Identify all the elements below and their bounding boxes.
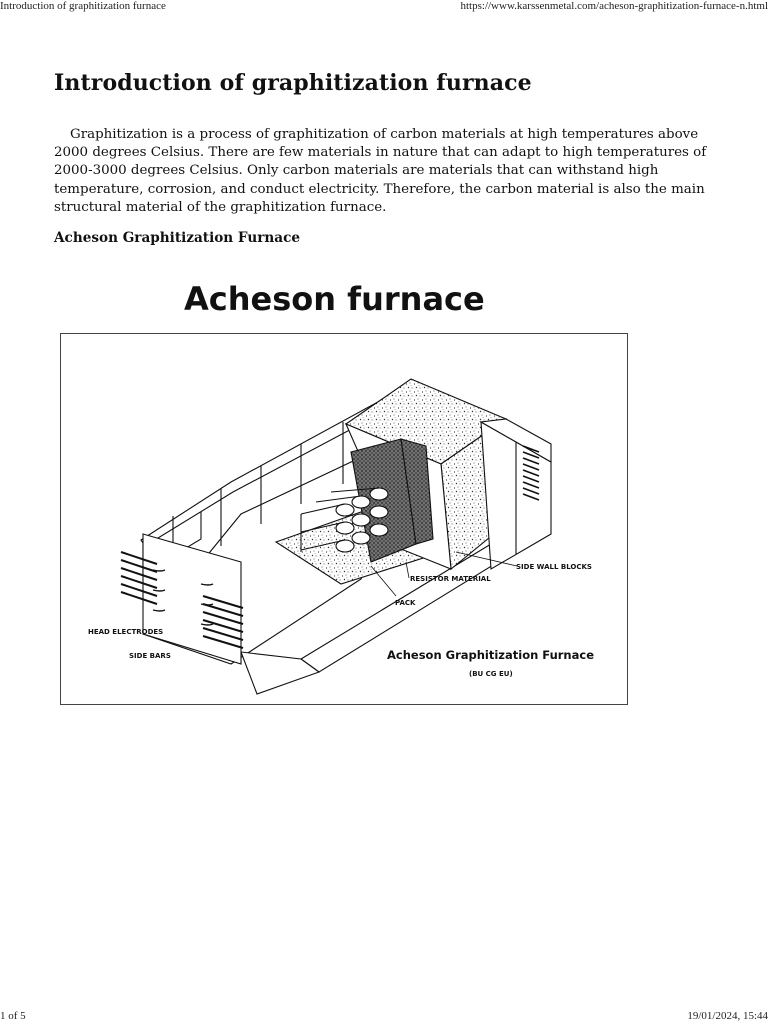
furnace-figure [60,333,628,705]
section-heading: Acheson Graphitization Furnace [54,230,300,246]
figure-subcaption: (BU CG EU) [469,670,513,678]
figure-caption: Acheson Graphitization Furnace [387,648,594,662]
print-header-url: https://www.karssenmetal.com/acheson-graphitization-furnace-n.html [460,0,768,12]
label-side-wall-blocks: SIDE WALL BLOCKS [516,563,592,571]
print-datetime: 19/01/2024, 15:44 [687,1010,768,1022]
page-title: Introduction of graphitization furnace [54,70,532,96]
print-header-title: Introduction of graphitization furnace [0,0,166,12]
label-resistor-material: RESISTOR MATERIAL [410,575,491,583]
print-footer [0,1010,768,1024]
label-side-bars: SIDE BARS [129,652,171,660]
label-head-electrodes: HEAD ELECTRODES [88,628,164,636]
intro-paragraph: Graphitization is a process of graphitization of carbon materials at high temperatures above 2000 degrees Celsius. There are few materials in nature that can adapt to high temperatures of 2000-3000 degrees Celsius. Only carbon materials are materials that can withstand high temperature, corrosion, and conduct electricity. Therefore, the carbon material is also the main structural material of the graphitization furnace. [54,127,707,215]
figure-title: Acheson furnace [184,280,485,318]
label-pack: PACK [395,599,416,607]
page-count: 1 of 5 [0,1010,26,1022]
print-header [0,0,768,14]
